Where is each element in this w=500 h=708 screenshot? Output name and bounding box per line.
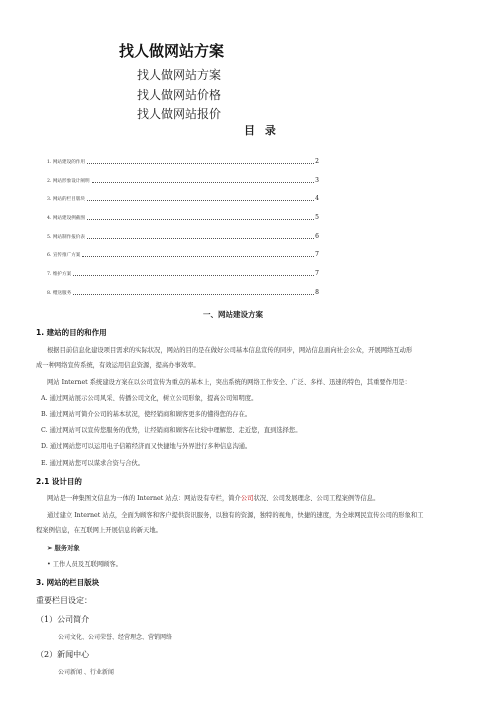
toc-leader [82,255,314,257]
news-center-items: 公司新闻 、行业新闻 [58,669,114,676]
subtitle-1: 找人做网站方案 [137,68,222,82]
paragraph-services-line-2: 程案例信息，在互联网上开展信息的新天地。 [36,527,162,534]
toc-item-page: 6 [315,233,319,240]
subtitle-2: 找人做网站价格 [137,88,222,102]
document-title: 找人做网站方案 [119,42,225,60]
list-item [41,425,302,434]
company-intro-items: 公司文化、公司荣誉、经营理念、营销网络 [58,634,173,641]
paragraph-purpose-line-2: 成一种网络宣传系统，有效运用信息资源，提高办事效率。 [36,362,200,369]
paragraph-design-goal: 网站是一种集图文信息为一体的 Internet 站点：网站设有专栏，简介公司状况、公司发展理念、公司工程案例等信息。 [47,495,380,502]
list-item [41,441,251,450]
list-letter: B. [41,411,48,418]
toc-item-page: 7 [315,270,319,277]
arrow-bullet-icon: ➢ [47,545,53,552]
toc-item-label: 2. 网站形象设计阐明 [47,179,90,184]
list-text: 通过网站展示公司风采、传播公司文化，树立公司形象，提高公司知明度。 [49,395,258,402]
toc-leader [87,199,314,201]
toc-item[interactable] [47,233,319,240]
toc-item[interactable] [47,177,319,184]
list-letter: E. [41,460,48,467]
toc-item-label: 7. 维护方案 [47,272,72,277]
toc-leader [87,162,314,164]
toc-leader [73,274,314,276]
list-item [41,393,257,402]
toc-item-page: 5 [315,214,319,221]
subtitle-3: 找人做网站报价 [137,107,222,121]
columns-label: 重要栏目设定： [36,596,92,605]
toc-item-label: 5. 网站制作报价表 [47,235,86,240]
service-target-label: 服务对象 [54,545,80,552]
paragraph-services-line-1: 通过建立 Internet 站点，全面为顾客和客户提供资讯服务，以独有的资源，独特的视角，快捷的速度，为全球网民宣传公司的形象和工 [47,512,424,519]
toc-heading: 目 录 [244,124,279,137]
toc-leader [73,293,314,295]
section-title: 一、网站建设方案 [203,310,263,319]
toc-item-page: 4 [315,195,319,202]
toc-leader [92,181,315,183]
subsection-company-intro: （1）公司简介 [36,615,90,624]
paragraph-role: 网站 Internet 系统建设方案在以公司宣传为重点的基本上，突出系统的网络工作安全、广泛、多样、迅速的特色，其重要作用是： [47,379,411,386]
toc-leader [87,237,314,239]
toc-leader [87,218,314,220]
list-text: 通过网站您可以谋求合资与合伙。 [49,460,145,467]
toc-item-label: 1. 网站建设的作用 [47,160,86,165]
toc-item[interactable] [47,195,319,202]
list-text: 通过网站您可以运用电子信箱经济而又快捷地与外界进行多种信息沟通。 [49,443,252,450]
list-letter: D. [41,443,48,450]
toc-item[interactable] [47,289,319,296]
toc-item-page: 3 [315,177,319,184]
list-letter: C. [41,427,48,434]
toc-item-page: 2 [315,158,319,165]
paragraph-purpose-line-1: 根据目前信息化建设项目需求的实际状况，网站的目的是在做好公司基本信息宣传的同步，网站信息面向社会公众，开展网络互动形 [47,347,413,354]
list-item [41,458,144,467]
heading-columns: 3. 网站的栏目版块 [36,578,100,587]
list-item [41,409,251,418]
toc-item[interactable] [47,251,319,258]
list-text: 通过网站可以宣传您服务的优势，让经销商和顾客在比较中理解您、走近您，直到选择您。 [49,427,302,434]
service-target-item: • 工作人员及互联网顾客。 [47,561,122,568]
toc-item-page: 7 [315,251,319,258]
list-letter: A. [41,395,48,402]
heading-purpose: 1. 建站的目的和作用 [36,328,107,337]
toc-item-label: 4. 网站建设例截图 [47,216,86,221]
subsection-news-center: （2）新闻中心 [36,650,90,659]
heading-design-goal: 2.1 设计目的 [36,477,82,486]
toc-item[interactable] [47,158,319,165]
highlighted-word: 公司 [240,495,254,502]
service-target [47,543,80,552]
toc-item[interactable] [47,214,319,221]
toc-item-label: 6. 宣传推广方案 [47,253,81,258]
toc-item-page: 8 [315,289,319,296]
toc-item-label: 3. 网站的栏目版块 [47,197,86,202]
toc-item[interactable] [47,270,319,277]
toc-item-label: 8. 赠送服务 [47,291,72,296]
list-text: 通过网站可简介公司的基本状况，使经销商和顾客更多的懂得您的存在。 [49,411,252,418]
